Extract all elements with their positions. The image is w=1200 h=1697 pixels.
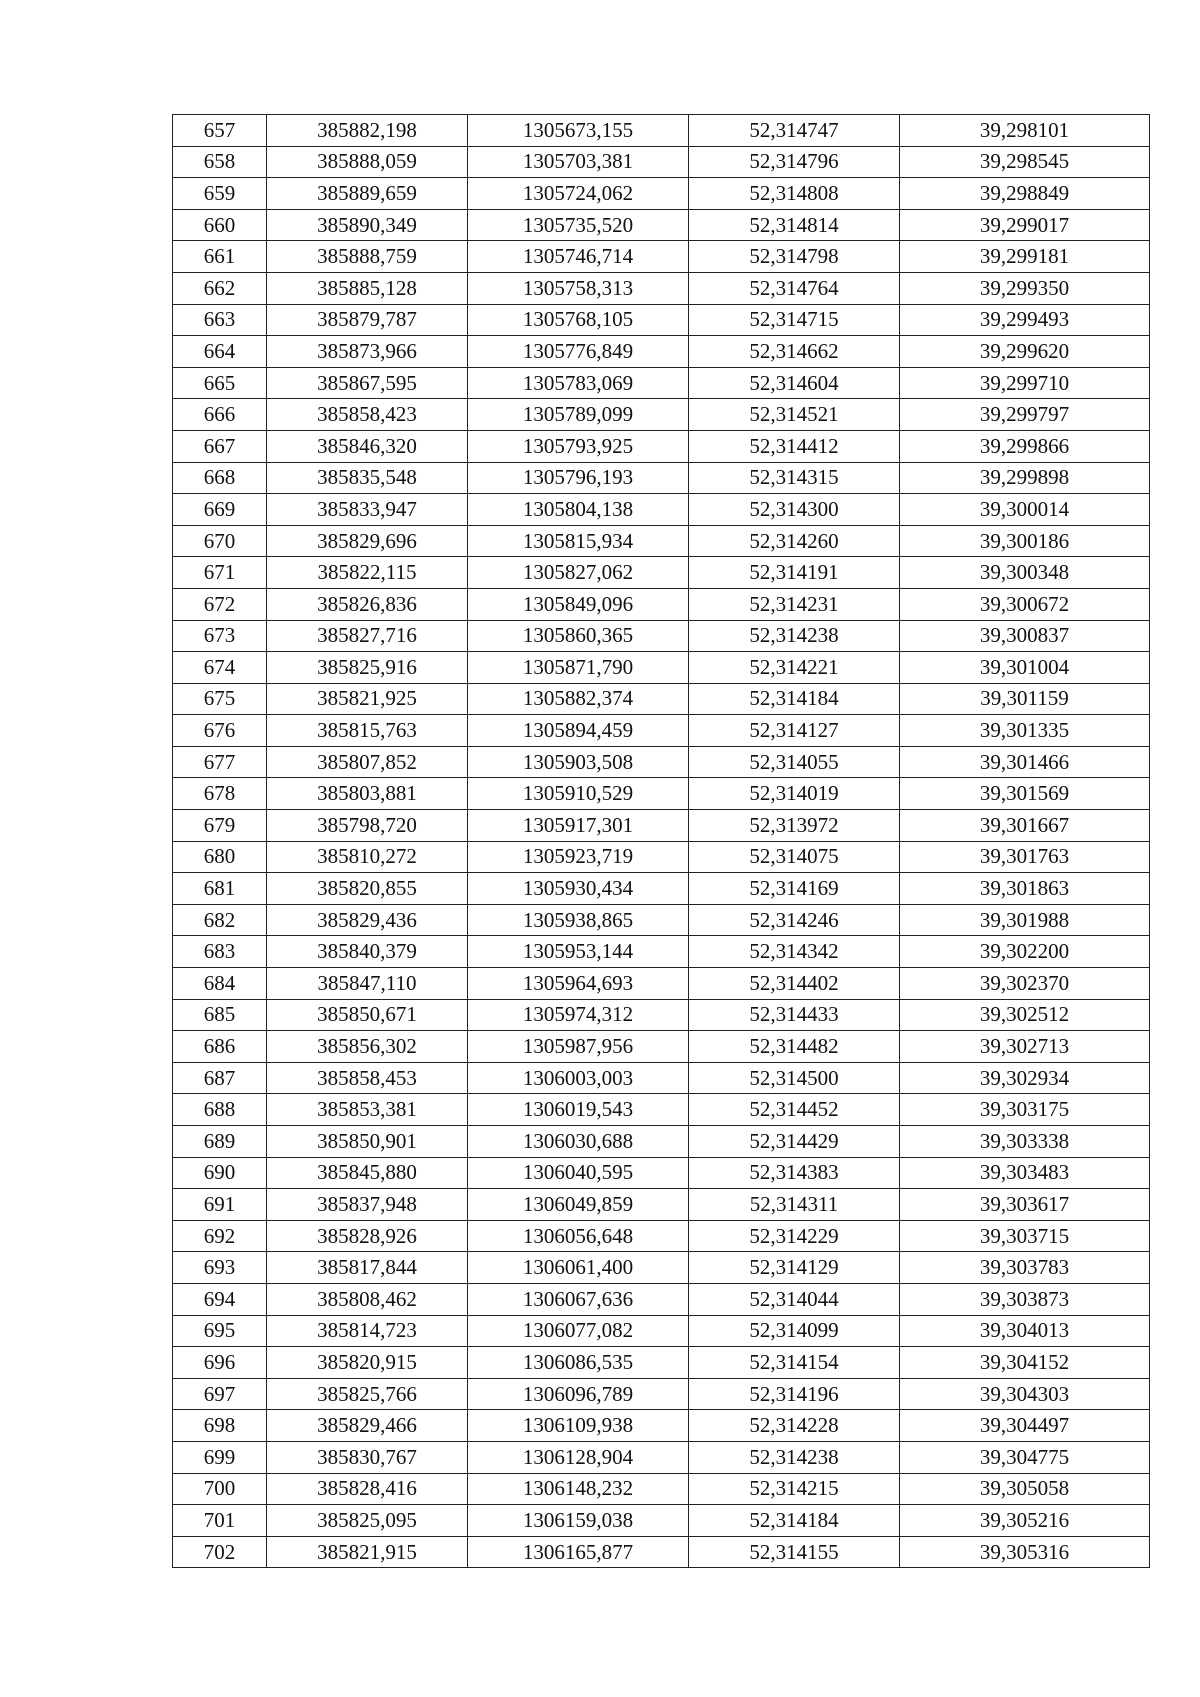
x-coordinate-cell: 385826,836 (267, 588, 468, 620)
table-row (173, 1410, 1150, 1442)
latitude-cell: 52,314796 (689, 146, 900, 178)
point-number-cell: 666 (173, 399, 267, 431)
y-coordinate-cell: 1305804,138 (468, 494, 689, 526)
x-coordinate-cell: 385829,436 (267, 904, 468, 936)
latitude-cell: 52,314155 (689, 1536, 900, 1568)
longitude-cell: 39,300672 (900, 588, 1150, 620)
y-coordinate-cell: 1305987,956 (468, 1031, 689, 1063)
longitude-cell: 39,299350 (900, 272, 1150, 304)
point-number-cell: 695 (173, 1315, 267, 1347)
y-coordinate-cell: 1305793,925 (468, 430, 689, 462)
latitude-cell: 52,314215 (689, 1473, 900, 1505)
longitude-cell: 39,301988 (900, 904, 1150, 936)
table-row (173, 1347, 1150, 1379)
latitude-cell: 52,314402 (689, 968, 900, 1000)
table-row (173, 462, 1150, 494)
x-coordinate-cell: 385858,453 (267, 1062, 468, 1094)
y-coordinate-cell: 1306109,938 (468, 1410, 689, 1442)
table-row (173, 430, 1150, 462)
y-coordinate-cell: 1305724,062 (468, 178, 689, 210)
longitude-cell: 39,301569 (900, 778, 1150, 810)
x-coordinate-cell: 385814,723 (267, 1315, 468, 1347)
table-row (173, 557, 1150, 589)
table-row (173, 1220, 1150, 1252)
y-coordinate-cell: 1306003,003 (468, 1062, 689, 1094)
x-coordinate-cell: 385847,110 (267, 968, 468, 1000)
latitude-cell: 52,314246 (689, 904, 900, 936)
point-number-cell: 680 (173, 841, 267, 873)
table-row (173, 810, 1150, 842)
y-coordinate-cell: 1305882,374 (468, 683, 689, 715)
latitude-cell: 52,314019 (689, 778, 900, 810)
x-coordinate-cell: 385825,766 (267, 1378, 468, 1410)
point-number-cell: 702 (173, 1536, 267, 1568)
point-number-cell: 679 (173, 810, 267, 842)
table-row (173, 683, 1150, 715)
x-coordinate-cell: 385856,302 (267, 1031, 468, 1063)
latitude-cell: 52,314747 (689, 115, 900, 147)
point-number-cell: 698 (173, 1410, 267, 1442)
point-number-cell: 665 (173, 367, 267, 399)
y-coordinate-cell: 1305903,508 (468, 746, 689, 778)
longitude-cell: 39,302370 (900, 968, 1150, 1000)
x-coordinate-cell: 385817,844 (267, 1252, 468, 1284)
y-coordinate-cell: 1305783,069 (468, 367, 689, 399)
longitude-cell: 39,299493 (900, 304, 1150, 336)
point-number-cell: 664 (173, 336, 267, 368)
longitude-cell: 39,303873 (900, 1283, 1150, 1315)
table-row (173, 367, 1150, 399)
longitude-cell: 39,304775 (900, 1441, 1150, 1473)
table-row (173, 1126, 1150, 1158)
longitude-cell: 39,299866 (900, 430, 1150, 462)
longitude-cell: 39,299181 (900, 241, 1150, 273)
longitude-cell: 39,299710 (900, 367, 1150, 399)
y-coordinate-cell: 1305735,520 (468, 209, 689, 241)
y-coordinate-cell: 1306159,038 (468, 1505, 689, 1537)
table-row (173, 1062, 1150, 1094)
point-number-cell: 671 (173, 557, 267, 589)
y-coordinate-cell: 1305930,434 (468, 873, 689, 905)
longitude-cell: 39,299797 (900, 399, 1150, 431)
point-number-cell: 688 (173, 1094, 267, 1126)
point-number-cell: 662 (173, 272, 267, 304)
table-row (173, 1189, 1150, 1221)
x-coordinate-cell: 385837,948 (267, 1189, 468, 1221)
x-coordinate-cell: 385828,416 (267, 1473, 468, 1505)
table-row (173, 1094, 1150, 1126)
latitude-cell: 52,314154 (689, 1347, 900, 1379)
y-coordinate-cell: 1305917,301 (468, 810, 689, 842)
x-coordinate-cell: 385879,787 (267, 304, 468, 336)
table-row (173, 304, 1150, 336)
x-coordinate-cell: 385890,349 (267, 209, 468, 241)
table-row (173, 1505, 1150, 1537)
longitude-cell: 39,304303 (900, 1378, 1150, 1410)
y-coordinate-cell: 1306096,789 (468, 1378, 689, 1410)
x-coordinate-cell: 385810,272 (267, 841, 468, 873)
longitude-cell: 39,303783 (900, 1252, 1150, 1284)
point-number-cell: 674 (173, 652, 267, 684)
latitude-cell: 52,314231 (689, 588, 900, 620)
table-row (173, 1031, 1150, 1063)
point-number-cell: 687 (173, 1062, 267, 1094)
y-coordinate-cell: 1305703,381 (468, 146, 689, 178)
point-number-cell: 701 (173, 1505, 267, 1537)
y-coordinate-cell: 1306030,688 (468, 1126, 689, 1158)
latitude-cell: 52,314383 (689, 1157, 900, 1189)
latitude-cell: 52,314315 (689, 462, 900, 494)
y-coordinate-cell: 1305758,313 (468, 272, 689, 304)
table-row (173, 715, 1150, 747)
longitude-cell: 39,300014 (900, 494, 1150, 526)
table-row (173, 968, 1150, 1000)
point-number-cell: 682 (173, 904, 267, 936)
x-coordinate-cell: 385807,852 (267, 746, 468, 778)
x-coordinate-cell: 385873,966 (267, 336, 468, 368)
longitude-cell: 39,303338 (900, 1126, 1150, 1158)
y-coordinate-cell: 1305796,193 (468, 462, 689, 494)
point-number-cell: 686 (173, 1031, 267, 1063)
longitude-cell: 39,305058 (900, 1473, 1150, 1505)
table-row (173, 1378, 1150, 1410)
point-number-cell: 660 (173, 209, 267, 241)
table-row (173, 1473, 1150, 1505)
point-number-cell: 657 (173, 115, 267, 147)
table-row (173, 873, 1150, 905)
x-coordinate-cell: 385820,855 (267, 873, 468, 905)
y-coordinate-cell: 1305964,693 (468, 968, 689, 1000)
longitude-cell: 39,300348 (900, 557, 1150, 589)
x-coordinate-cell: 385827,716 (267, 620, 468, 652)
latitude-cell: 52,314521 (689, 399, 900, 431)
y-coordinate-cell: 1306061,400 (468, 1252, 689, 1284)
longitude-cell: 39,299017 (900, 209, 1150, 241)
point-number-cell: 658 (173, 146, 267, 178)
x-coordinate-cell: 385835,548 (267, 462, 468, 494)
x-coordinate-cell: 385885,128 (267, 272, 468, 304)
latitude-cell: 52,314412 (689, 430, 900, 462)
y-coordinate-cell: 1306086,535 (468, 1347, 689, 1379)
point-number-cell: 669 (173, 494, 267, 526)
table-row (173, 209, 1150, 241)
y-coordinate-cell: 1305923,719 (468, 841, 689, 873)
x-coordinate-cell: 385803,881 (267, 778, 468, 810)
x-coordinate-cell: 385825,916 (267, 652, 468, 684)
x-coordinate-cell: 385829,696 (267, 525, 468, 557)
latitude-cell: 52,314260 (689, 525, 900, 557)
table-row (173, 904, 1150, 936)
x-coordinate-cell: 385822,115 (267, 557, 468, 589)
longitude-cell: 39,304497 (900, 1410, 1150, 1442)
latitude-cell: 52,314311 (689, 1189, 900, 1221)
x-coordinate-cell: 385808,462 (267, 1283, 468, 1315)
longitude-cell: 39,298545 (900, 146, 1150, 178)
y-coordinate-cell: 1305894,459 (468, 715, 689, 747)
table-row (173, 1252, 1150, 1284)
y-coordinate-cell: 1305673,155 (468, 115, 689, 147)
y-coordinate-cell: 1306049,859 (468, 1189, 689, 1221)
table-row (173, 746, 1150, 778)
point-number-cell: 699 (173, 1441, 267, 1473)
latitude-cell: 52,313972 (689, 810, 900, 842)
y-coordinate-cell: 1306067,636 (468, 1283, 689, 1315)
point-number-cell: 694 (173, 1283, 267, 1315)
point-number-cell: 659 (173, 178, 267, 210)
x-coordinate-cell: 385798,720 (267, 810, 468, 842)
point-number-cell: 684 (173, 968, 267, 1000)
point-number-cell: 663 (173, 304, 267, 336)
point-number-cell: 697 (173, 1378, 267, 1410)
y-coordinate-cell: 1306165,877 (468, 1536, 689, 1568)
point-number-cell: 673 (173, 620, 267, 652)
table-row (173, 115, 1150, 147)
latitude-cell: 52,314191 (689, 557, 900, 589)
x-coordinate-cell: 385845,880 (267, 1157, 468, 1189)
y-coordinate-cell: 1305827,062 (468, 557, 689, 589)
latitude-cell: 52,314604 (689, 367, 900, 399)
point-number-cell: 670 (173, 525, 267, 557)
x-coordinate-cell: 385825,095 (267, 1505, 468, 1537)
table-row (173, 778, 1150, 810)
table-row (173, 525, 1150, 557)
longitude-cell: 39,302934 (900, 1062, 1150, 1094)
table-row (173, 652, 1150, 684)
latitude-cell: 52,314055 (689, 746, 900, 778)
longitude-cell: 39,305216 (900, 1505, 1150, 1537)
point-number-cell: 676 (173, 715, 267, 747)
y-coordinate-cell: 1305746,714 (468, 241, 689, 273)
longitude-cell: 39,301004 (900, 652, 1150, 684)
point-number-cell: 690 (173, 1157, 267, 1189)
y-coordinate-cell: 1306148,232 (468, 1473, 689, 1505)
table-row (173, 178, 1150, 210)
x-coordinate-cell: 385830,767 (267, 1441, 468, 1473)
table-row (173, 241, 1150, 273)
x-coordinate-cell: 385821,925 (267, 683, 468, 715)
table-row (173, 146, 1150, 178)
longitude-cell: 39,303715 (900, 1220, 1150, 1252)
longitude-cell: 39,300837 (900, 620, 1150, 652)
latitude-cell: 52,314221 (689, 652, 900, 684)
longitude-cell: 39,301335 (900, 715, 1150, 747)
table-row (173, 1536, 1150, 1568)
latitude-cell: 52,314229 (689, 1220, 900, 1252)
latitude-cell: 52,314500 (689, 1062, 900, 1094)
x-coordinate-cell: 385882,198 (267, 115, 468, 147)
table-row (173, 841, 1150, 873)
latitude-cell: 52,314300 (689, 494, 900, 526)
longitude-cell: 39,303175 (900, 1094, 1150, 1126)
table-row (173, 999, 1150, 1031)
table-row (173, 494, 1150, 526)
x-coordinate-cell: 385853,381 (267, 1094, 468, 1126)
latitude-cell: 52,314228 (689, 1410, 900, 1442)
latitude-cell: 52,314814 (689, 209, 900, 241)
longitude-cell: 39,298101 (900, 115, 1150, 147)
x-coordinate-cell: 385888,059 (267, 146, 468, 178)
point-number-cell: 681 (173, 873, 267, 905)
longitude-cell: 39,298849 (900, 178, 1150, 210)
longitude-cell: 39,302512 (900, 999, 1150, 1031)
point-number-cell: 692 (173, 1220, 267, 1252)
table-row (173, 1157, 1150, 1189)
x-coordinate-cell: 385850,671 (267, 999, 468, 1031)
table-row (173, 620, 1150, 652)
latitude-cell: 52,314662 (689, 336, 900, 368)
coordinates-table-body (173, 115, 1150, 1568)
point-number-cell: 677 (173, 746, 267, 778)
longitude-cell: 39,301667 (900, 810, 1150, 842)
point-number-cell: 691 (173, 1189, 267, 1221)
latitude-cell: 52,314342 (689, 936, 900, 968)
y-coordinate-cell: 1305849,096 (468, 588, 689, 620)
x-coordinate-cell: 385820,915 (267, 1347, 468, 1379)
table-row (173, 588, 1150, 620)
point-number-cell: 661 (173, 241, 267, 273)
longitude-cell: 39,299620 (900, 336, 1150, 368)
coordinates-table (172, 114, 1150, 1568)
y-coordinate-cell: 1305953,144 (468, 936, 689, 968)
latitude-cell: 52,314433 (689, 999, 900, 1031)
longitude-cell: 39,300186 (900, 525, 1150, 557)
point-number-cell: 696 (173, 1347, 267, 1379)
y-coordinate-cell: 1306019,543 (468, 1094, 689, 1126)
latitude-cell: 52,314238 (689, 1441, 900, 1473)
table-row (173, 1315, 1150, 1347)
y-coordinate-cell: 1305860,365 (468, 620, 689, 652)
latitude-cell: 52,314044 (689, 1283, 900, 1315)
y-coordinate-cell: 1306040,595 (468, 1157, 689, 1189)
longitude-cell: 39,301763 (900, 841, 1150, 873)
longitude-cell: 39,301466 (900, 746, 1150, 778)
latitude-cell: 52,314808 (689, 178, 900, 210)
y-coordinate-cell: 1305815,934 (468, 525, 689, 557)
y-coordinate-cell: 1306128,904 (468, 1441, 689, 1473)
point-number-cell: 678 (173, 778, 267, 810)
longitude-cell: 39,304152 (900, 1347, 1150, 1379)
y-coordinate-cell: 1305910,529 (468, 778, 689, 810)
latitude-cell: 52,314169 (689, 873, 900, 905)
longitude-cell: 39,301863 (900, 873, 1150, 905)
x-coordinate-cell: 385815,763 (267, 715, 468, 747)
table-row (173, 336, 1150, 368)
table-row (173, 1283, 1150, 1315)
y-coordinate-cell: 1305871,790 (468, 652, 689, 684)
latitude-cell: 52,314482 (689, 1031, 900, 1063)
latitude-cell: 52,314764 (689, 272, 900, 304)
longitude-cell: 39,301159 (900, 683, 1150, 715)
y-coordinate-cell: 1305789,099 (468, 399, 689, 431)
longitude-cell: 39,302200 (900, 936, 1150, 968)
longitude-cell: 39,303617 (900, 1189, 1150, 1221)
latitude-cell: 52,314127 (689, 715, 900, 747)
y-coordinate-cell: 1305974,312 (468, 999, 689, 1031)
x-coordinate-cell: 385867,595 (267, 367, 468, 399)
point-number-cell: 675 (173, 683, 267, 715)
longitude-cell: 39,302713 (900, 1031, 1150, 1063)
y-coordinate-cell: 1306077,082 (468, 1315, 689, 1347)
point-number-cell: 683 (173, 936, 267, 968)
latitude-cell: 52,314452 (689, 1094, 900, 1126)
latitude-cell: 52,314129 (689, 1252, 900, 1284)
point-number-cell: 685 (173, 999, 267, 1031)
point-number-cell: 672 (173, 588, 267, 620)
latitude-cell: 52,314715 (689, 304, 900, 336)
longitude-cell: 39,304013 (900, 1315, 1150, 1347)
x-coordinate-cell: 385889,659 (267, 178, 468, 210)
latitude-cell: 52,314429 (689, 1126, 900, 1158)
point-number-cell: 668 (173, 462, 267, 494)
x-coordinate-cell: 385821,915 (267, 1536, 468, 1568)
longitude-cell: 39,303483 (900, 1157, 1150, 1189)
x-coordinate-cell: 385888,759 (267, 241, 468, 273)
table-row (173, 1441, 1150, 1473)
latitude-cell: 52,314184 (689, 1505, 900, 1537)
latitude-cell: 52,314075 (689, 841, 900, 873)
x-coordinate-cell: 385840,379 (267, 936, 468, 968)
y-coordinate-cell: 1305938,865 (468, 904, 689, 936)
latitude-cell: 52,314238 (689, 620, 900, 652)
latitude-cell: 52,314798 (689, 241, 900, 273)
point-number-cell: 689 (173, 1126, 267, 1158)
x-coordinate-cell: 385833,947 (267, 494, 468, 526)
x-coordinate-cell: 385828,926 (267, 1220, 468, 1252)
x-coordinate-cell: 385829,466 (267, 1410, 468, 1442)
x-coordinate-cell: 385846,320 (267, 430, 468, 462)
latitude-cell: 52,314184 (689, 683, 900, 715)
point-number-cell: 693 (173, 1252, 267, 1284)
point-number-cell: 667 (173, 430, 267, 462)
longitude-cell: 39,299898 (900, 462, 1150, 494)
y-coordinate-cell: 1305768,105 (468, 304, 689, 336)
longitude-cell: 39,305316 (900, 1536, 1150, 1568)
latitude-cell: 52,314196 (689, 1378, 900, 1410)
table-row (173, 272, 1150, 304)
latitude-cell: 52,314099 (689, 1315, 900, 1347)
y-coordinate-cell: 1305776,849 (468, 336, 689, 368)
y-coordinate-cell: 1306056,648 (468, 1220, 689, 1252)
x-coordinate-cell: 385850,901 (267, 1126, 468, 1158)
point-number-cell: 700 (173, 1473, 267, 1505)
x-coordinate-cell: 385858,423 (267, 399, 468, 431)
table-row (173, 399, 1150, 431)
table-row (173, 936, 1150, 968)
